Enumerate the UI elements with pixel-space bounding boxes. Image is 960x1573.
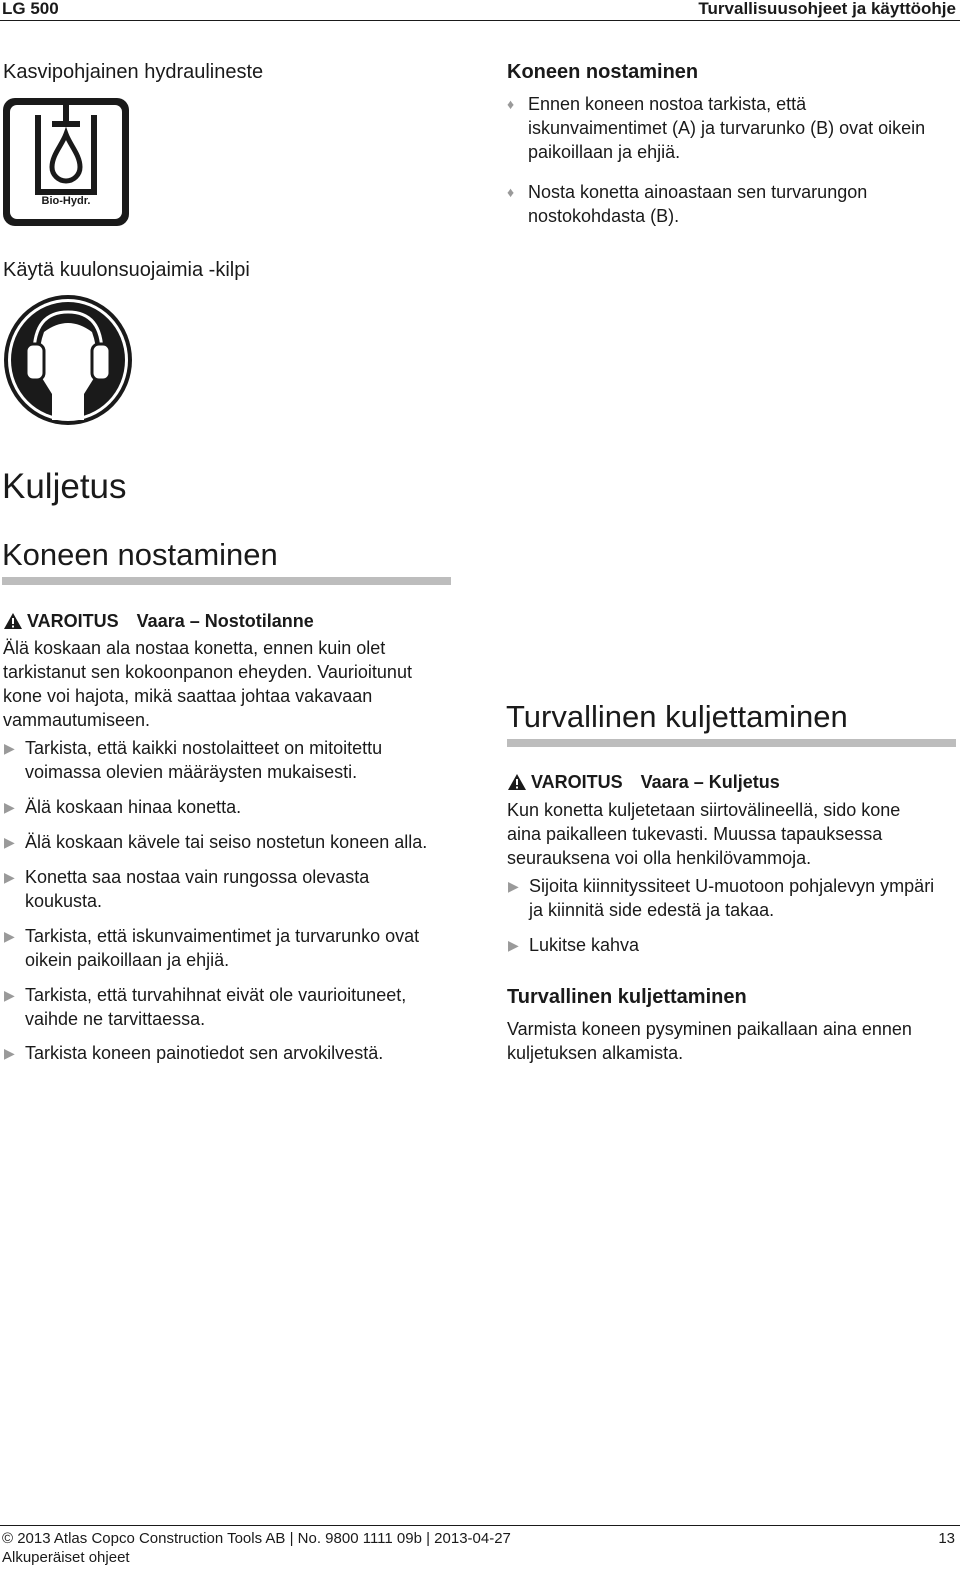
warning-title: Vaara – Kuljetus bbox=[640, 772, 780, 792]
warning-triangle-icon bbox=[3, 612, 23, 636]
warning-line: seurauksena voi olla henkilövammoja. bbox=[507, 848, 812, 868]
bullet-arrow-icon: ▶ bbox=[4, 740, 15, 756]
warning-header-transport bbox=[507, 770, 780, 797]
warning-title: Vaara – Nostotilanne bbox=[136, 611, 314, 631]
bullet-arrow-icon: ▶ bbox=[4, 928, 15, 944]
warning-label: VAROITUS bbox=[531, 772, 623, 792]
list-item-line: Älä koskaan kävele tai seiso nostetun koneen alla. bbox=[25, 832, 428, 852]
footer-rule bbox=[0, 1525, 960, 1526]
bullet-arrow-icon: ▶ bbox=[4, 1045, 15, 1061]
warning-line: Älä koskaan ala nostaa konetta, ennen kuin olet bbox=[3, 638, 386, 658]
bullet-diamond-icon: ♦ bbox=[507, 184, 515, 200]
bio-hydraulic-symbol bbox=[2, 97, 130, 227]
section-title-transport: Kuljetus bbox=[2, 467, 127, 506]
list-item-line: nostokohdasta (B). bbox=[528, 206, 680, 226]
warning-line: Kun konetta kuljetetaan siirtovälineellä, sido kone bbox=[507, 800, 901, 820]
list-item-line: voimassa olevien määräysten mukaisesti. bbox=[25, 762, 358, 782]
footer-copyright: © 2013 Atlas Copco Construction Tools AB | No. 9800 1111 09b | 2013-04-27 bbox=[2, 1530, 511, 1547]
page-number: 13 bbox=[938, 1530, 955, 1547]
warning-header-lifting bbox=[3, 609, 314, 636]
ear-protection-title: Käytä kuulonsuojaimia -kilpi bbox=[3, 259, 250, 281]
list-item-line: iskunvaimentimet (A) ja turvarunko (B) ovat oikein bbox=[528, 118, 926, 138]
bullet-diamond-icon: ♦ bbox=[507, 96, 515, 112]
bio-hydraulic-title: Kasvipohjainen hydraulineste bbox=[3, 61, 264, 83]
warning-line: vammautumiseen. bbox=[3, 710, 151, 730]
lifting-title-left: Koneen nostaminen bbox=[2, 537, 278, 572]
title-underline-right bbox=[507, 739, 956, 747]
paragraph-line: Varmista koneen pysyminen paikallaan aina ennen bbox=[507, 1019, 912, 1039]
lifting-title-right: Koneen nostaminen bbox=[507, 61, 699, 83]
bio-hydraulic-label: Bio-Hydr. bbox=[41, 195, 91, 207]
warning-text-transport bbox=[507, 798, 900, 870]
warning-line: kone voi hajota, mikä saattaa johtaa vakavaan bbox=[3, 686, 373, 706]
list-item-line: Lukitse kahva bbox=[529, 935, 640, 955]
warning-label: VAROITUS bbox=[27, 611, 119, 631]
bullet-arrow-icon: ▶ bbox=[4, 987, 15, 1003]
list-item-line: ja kiinnitä side edestä ja takaa. bbox=[529, 900, 775, 920]
title-underline-left bbox=[2, 577, 451, 585]
list-item-line: Konetta saa nostaa vain rungossa olevasta bbox=[25, 867, 370, 887]
warning-line: aina paikalleen tukevasti. Muussa tapauksessa bbox=[507, 824, 883, 844]
list-item-line: Tarkista, että iskunvaimentimet ja turvarunko ovat bbox=[25, 926, 420, 946]
header-product: LG 500 bbox=[2, 0, 59, 18]
list-item-line: vaihde ne tarvittaessa. bbox=[25, 1009, 206, 1029]
warning-triangle-icon bbox=[507, 773, 527, 797]
safe-transport-text bbox=[507, 1017, 912, 1065]
list-item-line: Ennen koneen nostoa tarkista, että bbox=[528, 94, 807, 114]
warning-line: tarkistanut sen kokoonpanon eheyden. Vaurioitunut bbox=[3, 662, 412, 682]
bullet-arrow-icon: ▶ bbox=[4, 799, 15, 815]
list-item-line: Tarkista koneen painotiedot sen arvokilvestä. bbox=[25, 1043, 384, 1063]
list-item-line: Nosta konetta ainoastaan sen turvarungon bbox=[528, 182, 868, 202]
list-item-line: Tarkista, että kaikki nostolaitteet on mitoitettu bbox=[25, 738, 383, 758]
bullet-arrow-icon: ▶ bbox=[508, 937, 519, 953]
list-item-line: Älä koskaan hinaa konetta. bbox=[25, 797, 242, 817]
safe-transport-title: Turvallinen kuljettaminen bbox=[506, 699, 848, 734]
list-item-line: koukusta. bbox=[25, 891, 103, 911]
bullet-arrow-icon: ▶ bbox=[508, 878, 519, 894]
warning-text-lifting bbox=[3, 636, 412, 732]
paragraph-line: kuljetuksen alkamista. bbox=[507, 1043, 684, 1063]
header-rule bbox=[0, 20, 960, 21]
hearing-protection-icon bbox=[4, 294, 134, 428]
safe-transport-subtitle: Turvallinen kuljettaminen bbox=[507, 986, 747, 1008]
footer-original-instructions: Alkuperäiset ohjeet bbox=[2, 1549, 130, 1566]
list-item-line: Tarkista, että turvahihnat eivät ole vaurioituneet, bbox=[25, 985, 407, 1005]
list-item-line: Sijoita kiinnityssiteet U-muotoon pohjalevyn ympäri bbox=[529, 876, 935, 896]
bullet-arrow-icon: ▶ bbox=[4, 834, 15, 850]
header-doc-title: Turvallisuusohjeet ja käyttöohje bbox=[698, 0, 956, 18]
bullet-arrow-icon: ▶ bbox=[4, 869, 15, 885]
list-item-line: oikein paikoillaan ja ehjiä. bbox=[25, 950, 230, 970]
list-item-line: paikoillaan ja ehjiä. bbox=[528, 142, 681, 162]
